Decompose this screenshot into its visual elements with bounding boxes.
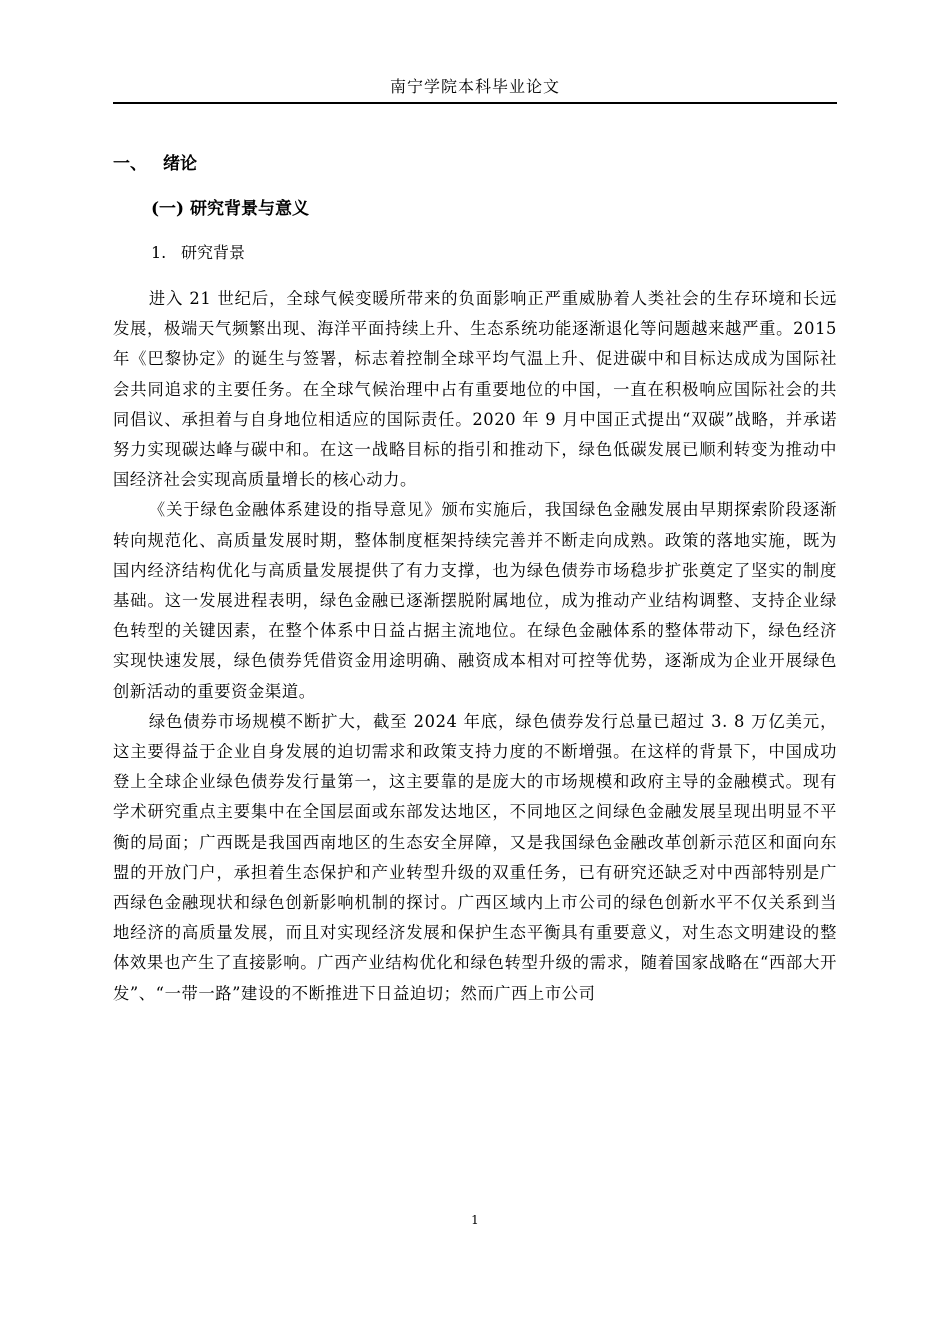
paragraph-2: 《关于绿色金融体系建设的指导意见》颁布实施后，我国绿色金融发展由早期探索阶段逐渐转向规范化、高质量发展时期，整体制度框架持续完善并不断走向成熟。政策的落地实施，既为国内经济结构优化与高质量发展提供了有力支撑，也为绿色债券市场稳步扩张奠定了坚实的制度基础。这一发展进程表明，绿色金融已逐渐摆脱附属地位，成为推动产业结构调整、支持企业绿色转型的关键因素，在整个体系中日益占据主流地位。在绿色金融体系的整体带动下，绿色经济实现快速发展，绿色债券凭借资金用途明确、融资成本相对可控等优势，逐渐成为企业开展绿色创新活动的重要资金渠道。	[113, 500, 837, 701]
page-number: 1	[471, 1213, 479, 1227]
subsubsection-title: 研究背景	[181, 243, 246, 262]
subsubsection-heading	[151, 241, 245, 265]
subsubsection-number: 1.	[151, 243, 167, 262]
section-title: 绪论	[163, 154, 197, 174]
paragraph-1: 进入 21 世纪后，全球气候变暖所带来的负面影响正严重威胁着人类社会的生存环境和长远发展，极端天气频繁出现、海洋平面持续上升、生态系统功能逐渐退化等问题越来越严重。2015 年《巴黎协定》的诞生与签署，标志着控制全球平均气温上升、促进碳中和目标达成成为国际社会共同追求的主要任务。在全球气候治理中占有重要地位的中国，一直在积极响应国际社会的共同倡议、承担着与自身地位相适应的国际责任。2020 年 9 月中国正式提出“双碳”战略，并承诺努力实现碳达峰与碳中和。在这一战略目标的指引和推动下，绿色低碳发展已顺利转变为推动中国经济社会实现高质量增长的核心动力。	[113, 289, 837, 490]
body-text	[113, 284, 837, 1009]
section-number: 一、	[113, 154, 147, 174]
paragraph-3: 绿色债券市场规模不断扩大，截至 2024 年底，绿色债券发行总量已超过 3. 8 万亿美元，这主要得益于企业自身发展的迫切需求和政策支持力度的不断增强。在这样的背景下，中国成功登上全球企业绿色债券发行量第一，这主要靠的是庞大的市场规模和政府主导的金融模式。现有学术研究重点主要集中在全国层面或东部发达地区，不同地区之间绿色金融发展呈现出明显不平衡的局面；广西既是我国西南地区的生态安全屏障，又是我国绿色金融改革创新示范区和面向东盟的开放门户，承担着生态保护和产业转型升级的双重任务，已有研究还缺乏对中西部特别是广西绿色金融现状和绿色创新影响机制的探讨。广西区域内上市公司的绿色创新水平不仅关系到当地经济的高质量发展，而且对实现经济发展和保护生态平衡具有重要意义，对生态文明建设的整体效果也产生了直接影响。广西产业结构优化和绿色转型升级的需求，随着国家战略在“西部大开发”、“一带一路”建设的不断推进下日益迫切；然而广西上市公司	[113, 711, 837, 1003]
page-header: 南宁学院本科毕业论文	[389, 77, 560, 96]
subsection-heading: (一) 研究背景与意义	[151, 199, 310, 219]
section-heading	[113, 152, 197, 176]
header-divider	[113, 102, 837, 104]
